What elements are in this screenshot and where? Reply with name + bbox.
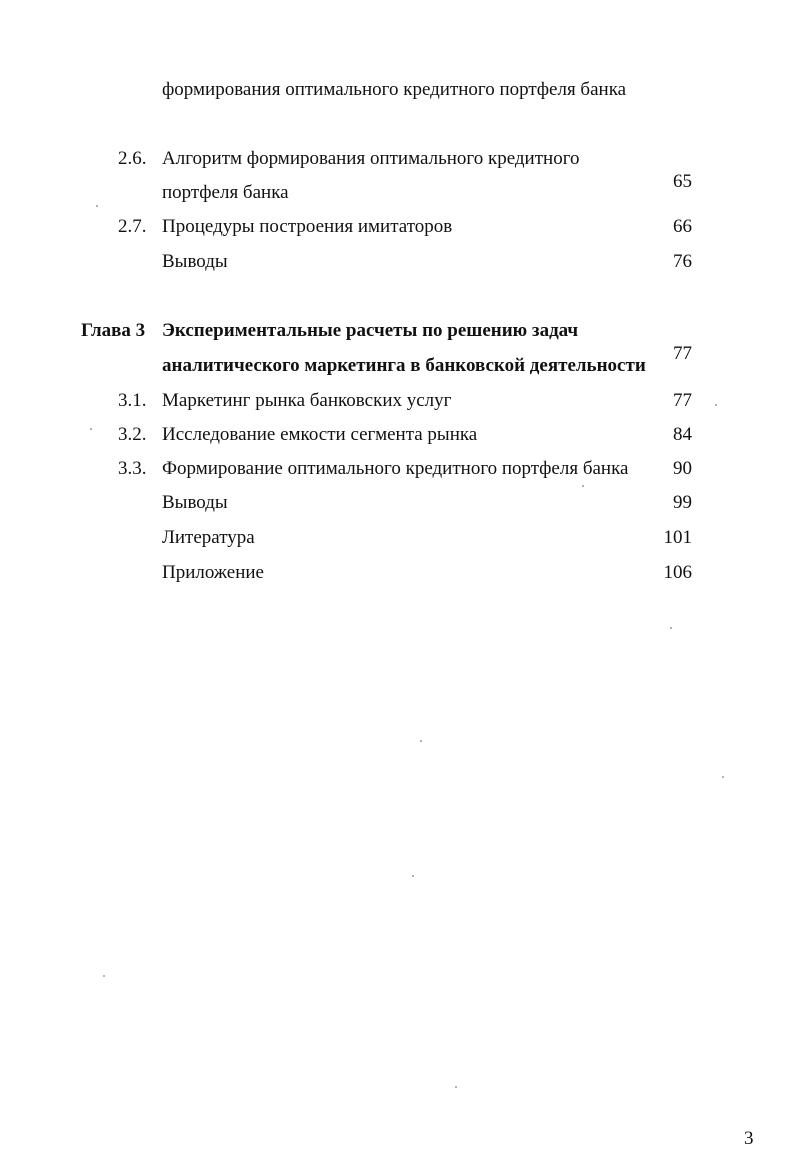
toc-page-number: 66 <box>673 216 692 237</box>
toc-section-title: Процедуры построения имитаторов <box>162 216 453 237</box>
scan-speck <box>722 776 724 778</box>
toc-section-title: Формирование оптимального кредитного портфеля банка <box>162 458 629 479</box>
toc-section-number: 3.1. <box>118 390 147 411</box>
scan-speck <box>670 627 672 629</box>
toc-section-number: 3.3. <box>118 458 147 479</box>
toc-continuation-line: формирования оптимального кредитного портфеля банка <box>162 79 627 100</box>
toc-page-number: 99 <box>673 492 692 513</box>
scan-speck <box>455 1086 457 1088</box>
toc-page-number: 84 <box>673 424 692 445</box>
toc-page-number: 76 <box>673 251 692 272</box>
toc-page-number: 106 <box>663 562 692 583</box>
toc-section-number: 2.6. <box>118 148 147 169</box>
toc-section-title: Исследование емкости сегмента рынка <box>162 424 478 445</box>
toc-appendix-title: Приложение <box>162 562 264 583</box>
toc-section-title: Маркетинг рынка банковских услуг <box>162 390 452 411</box>
scan-speck <box>96 205 98 207</box>
scan-speck <box>412 875 414 877</box>
toc-chapter-title: Экспериментальные расчеты по решению задач <box>162 320 579 341</box>
scan-speck <box>103 975 105 977</box>
toc-chapter-title-cont: аналитического маркетинга в банковской деятельности <box>162 355 646 376</box>
toc-literature-title: Литература <box>162 527 255 548</box>
scan-speck <box>420 740 422 742</box>
scan-speck <box>715 404 717 406</box>
toc-page-number: 90 <box>673 458 692 479</box>
toc-page-number: 65 <box>673 171 692 192</box>
toc-section-number: 2.7. <box>118 216 147 237</box>
toc-section-number: 3.2. <box>118 424 147 445</box>
toc-page-number: 101 <box>663 527 692 548</box>
page-number: 3 <box>744 1128 754 1149</box>
scan-speck <box>90 428 92 430</box>
toc-page-number: 77 <box>673 343 692 364</box>
scan-speck <box>582 485 584 487</box>
toc-section-title-cont: портфеля банка <box>162 182 289 203</box>
toc-conclusions-title: Выводы <box>162 492 228 513</box>
toc-section-title: Алгоритм формирования оптимального кредитного <box>162 148 580 169</box>
toc-page-number: 77 <box>673 390 692 411</box>
toc-chapter-label: Глава 3 <box>81 320 146 341</box>
toc-conclusions-title: Выводы <box>162 251 228 272</box>
